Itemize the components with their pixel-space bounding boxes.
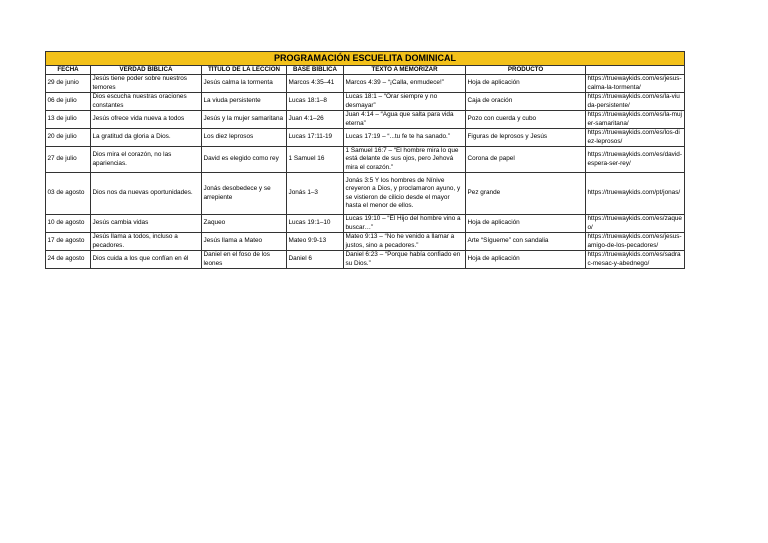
cell-url[interactable]: https://truewaykids.com/es/david-espera-ser-rey/ <box>586 147 685 173</box>
cell-base: Jonás 1–3 <box>287 173 344 215</box>
cell-titulo: Jesús y la mujer samaritana <box>202 111 287 129</box>
cell-fecha: 27 de julio <box>46 147 91 173</box>
table-row <box>46 75 685 93</box>
table-row <box>46 129 685 147</box>
cell-texto: Jonás 3:5 Y los hombres de Nínive creyeron a Dios, y proclamaron ayuno, y se vistieron de cilicio desde el mayor hasta el menor de ellos. <box>344 173 466 215</box>
cell-producto: Hoja de aplicación <box>466 251 586 269</box>
cell-fecha: 10 de agosto <box>46 215 91 233</box>
cell-verdad: Jesús llama a todos, incluso a pecadores. <box>91 233 202 251</box>
column-header-titulo: TÍTULO DE LA LECCIÓN <box>202 66 287 75</box>
cell-url[interactable]: https://truewaykids.com/es/zaqueo/ <box>586 215 685 233</box>
cell-base: Lucas 19:1–10 <box>287 215 344 233</box>
cell-texto: Juan 4:14 – “Agua que salta para vida eterna” <box>344 111 466 129</box>
cell-url[interactable]: https://truewaykids.com/es/jesus-amigo-de-los-pecadores/ <box>586 233 685 251</box>
cell-producto: Hoja de aplicación <box>466 75 586 93</box>
cell-fecha: 06 de julio <box>46 93 91 111</box>
cell-producto: Pozo con cuerda y cubo <box>466 111 586 129</box>
cell-base: Juan 4:1–26 <box>287 111 344 129</box>
cell-titulo: Jesús llama a Mateo <box>202 233 287 251</box>
cell-url[interactable]: https://truewaykids.com/es/sadrac-mesac-y-abednego/ <box>586 251 685 269</box>
table-row <box>46 251 685 269</box>
cell-titulo: David es elegido como rey <box>202 147 287 173</box>
cell-titulo: La viuda persistente <box>202 93 287 111</box>
cell-fecha: 17 de agosto <box>46 233 91 251</box>
table-row <box>46 93 685 111</box>
cell-texto: Mateo 9:13 – “No he venido a llamar a justos, sino a pecadores.” <box>344 233 466 251</box>
cell-verdad: Dios cuida a los que confían en él <box>91 251 202 269</box>
cell-verdad: Dios nos da nuevas oportunidades. <box>91 173 202 215</box>
cell-base: Mateo 9:9-13 <box>287 233 344 251</box>
cell-url[interactable]: https://truewaykids.com/es/la-viuda-persistente/ <box>586 93 685 111</box>
cell-verdad: Jesús cambia vidas <box>91 215 202 233</box>
cell-producto: Arte “Sígueme” con sandalia <box>466 233 586 251</box>
cell-titulo: Jonás desobedece y se arrepiente <box>202 173 287 215</box>
cell-fecha: 13 de julio <box>46 111 91 129</box>
table-row <box>46 215 685 233</box>
column-header-verdad: VERDAD BÍBLICA <box>91 66 202 75</box>
column-header-url <box>586 66 685 75</box>
cell-verdad: La gratitud da gloria a Dios. <box>91 129 202 147</box>
cell-texto: Daniel 6:23 – “Porque había confiado en su Dios.” <box>344 251 466 269</box>
cell-titulo: Zaqueo <box>202 215 287 233</box>
cell-titulo: Daniel en el foso de los leones <box>202 251 287 269</box>
cell-verdad: Dios mira el corazón, no las apariencias. <box>91 147 202 173</box>
schedule-table <box>45 51 685 269</box>
cell-producto: Caja de oración <box>466 93 586 111</box>
cell-url[interactable]: https://truewaykids.com/es/la-mujer-samaritana/ <box>586 111 685 129</box>
cell-base: Daniel 6 <box>287 251 344 269</box>
cell-texto: Lucas 18:1 – “Orar siempre y no desmayar” <box>344 93 466 111</box>
cell-url[interactable]: https://truewaykids.com/es/los-diez-leprosos/ <box>586 129 685 147</box>
cell-verdad: Jesús tiene poder sobre nuestros temores <box>91 75 202 93</box>
cell-producto: Hoja de aplicación <box>466 215 586 233</box>
table-row <box>46 233 685 251</box>
table-row <box>46 173 685 215</box>
column-header-base: BASE BÍBLICA <box>287 66 344 75</box>
cell-titulo: Los diez leprosos <box>202 129 287 147</box>
cell-base: Lucas 17:11-19 <box>287 129 344 147</box>
cell-texto: 1 Samuel 16:7 – “El hombre mira lo que está delante de sus ojos, pero Jehová mira el corazón.” <box>344 147 466 173</box>
cell-fecha: 29 de junio <box>46 75 91 93</box>
cell-url[interactable]: https://truewaykids.com/es/jesus-calma-la-tormenta/ <box>586 75 685 93</box>
cell-titulo: Jesús calma la tormenta <box>202 75 287 93</box>
cell-producto: Corona de papel <box>466 147 586 173</box>
cell-base: Lucas 18:1–8 <box>287 93 344 111</box>
cell-fecha: 24 de agosto <box>46 251 91 269</box>
header-row <box>46 66 685 75</box>
cell-url[interactable]: https://truewaykids.com/pt/jonas/ <box>586 173 685 215</box>
cell-fecha: 03 de agosto <box>46 173 91 215</box>
cell-base: 1 Samuel 16 <box>287 147 344 173</box>
table-row <box>46 111 685 129</box>
column-header-fecha: FECHA <box>46 66 91 75</box>
column-header-producto: PRODUCTO <box>466 66 586 75</box>
cell-texto: Lucas 17:19 – “...tu fe te ha sanado.” <box>344 129 466 147</box>
cell-fecha: 20 de julio <box>46 129 91 147</box>
table-row <box>46 147 685 173</box>
sheet-title: PROGRAMACIÓN ESCUELITA DOMINICAL <box>46 52 685 66</box>
cell-verdad: Dios escucha nuestras oraciones constantes <box>91 93 202 111</box>
cell-texto: Marcos 4:39 – “¡Calla, enmudece!” <box>344 75 466 93</box>
table-body <box>46 75 685 269</box>
cell-producto: Figuras de leprosos y Jesús <box>466 129 586 147</box>
cell-texto: Lucas 19:10 – “El Hijo del hombre vino a buscar…” <box>344 215 466 233</box>
column-header-texto: TEXTO A MEMORIZAR <box>344 66 466 75</box>
cell-verdad: Jesús ofrece vida nueva a todos <box>91 111 202 129</box>
cell-base: Marcos 4:35–41 <box>287 75 344 93</box>
cell-producto: Pez grande <box>466 173 586 215</box>
